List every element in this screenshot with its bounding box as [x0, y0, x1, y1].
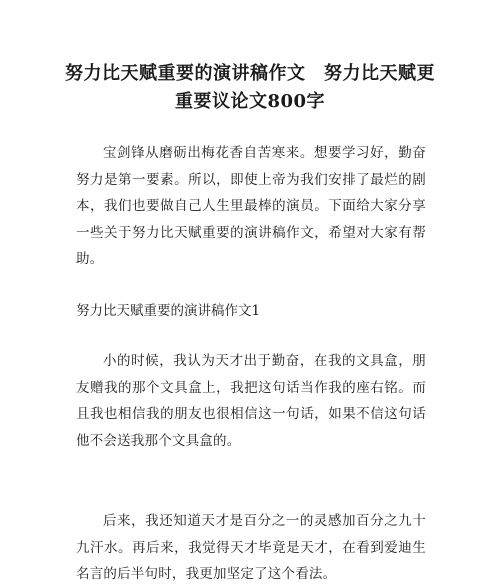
body-paragraph-1: 小的时候，我认为天才出于勤奋，在我的文具盒，朋友赠我的那个文具盒上，我把这句话当作我的座右铭。而且我也相信我的朋友也很相信这一句话，如果不信这句话他不会送我那个文具盒的。	[76, 353, 426, 449]
document-title: 努力比天赋重要的演讲稿作文 努力比天赋更重要议论文800字	[65, 63, 435, 112]
body-paragraph-2: 后来，我还知道天才是百分之一的灵感加百分之九十九汗水。再后来，我觉得天才毕竟是天才，在看到爱迪生名言的后半句时，我更加坚定了这个看法。	[76, 513, 426, 582]
intro-paragraph: 宝剑锋从磨砺出梅花香自苦寒来。想要学习好，勤奋努力是第一要素。所以，即使上帝为我们安排了最烂的剧本，我们也要做自己人生里最棒的演员。下面给大家分享一些关于努力比天赋重要的演讲稿作文，希望对大家有帮助。	[76, 145, 426, 267]
section-heading: 努力比天赋重要的演讲稿作文1	[76, 303, 261, 319]
